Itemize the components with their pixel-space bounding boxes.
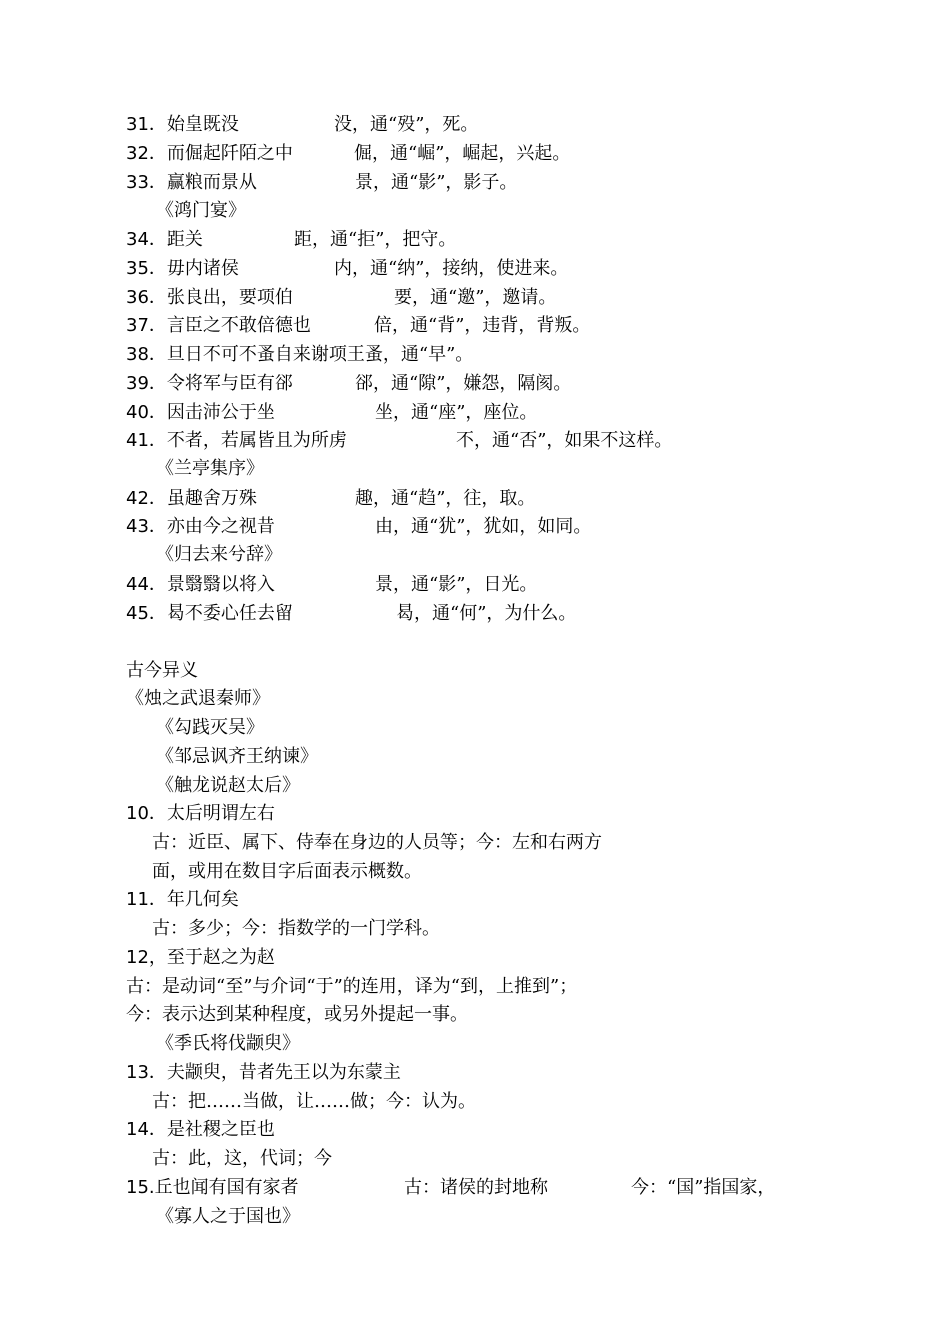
item-phrase: 丘也闻有国有家者 [154, 1177, 299, 1198]
item-gloss: 古：把……当做，让……做；今：认为。 [152, 1091, 476, 1112]
list-item [126, 373, 572, 395]
item-number: 13． [126, 1062, 167, 1083]
item-phrase: 旦日不可不蚤自来谢项王蚤，通“早”。 [166, 344, 474, 365]
item-number: 45． [126, 603, 167, 624]
section-title: 《归去来兮辞》 [156, 544, 282, 565]
list-item [126, 1177, 776, 1199]
list-item [126, 889, 239, 911]
item-phrase: 赢粮而景从 [166, 172, 257, 193]
item-phrase: 曷不委心任去留 [166, 603, 293, 624]
list-item [126, 229, 457, 251]
item-gloss: 面，或用在数目字后面表示概数。 [152, 861, 422, 882]
section-title: 《邹忌讽齐王纳谏》 [156, 746, 318, 767]
item-gloss: 内，通“纳”，接纳，使进来。 [334, 258, 569, 279]
item-phrase: 年几何矣 [166, 889, 239, 910]
item-phrase: 张良出，要项伯 [166, 287, 293, 308]
item-gloss: 倔，通“崛”，崛起，兴起。 [354, 143, 571, 164]
item-number: 36． [126, 287, 167, 308]
item-number: 40． [126, 402, 167, 423]
section-heading: 古今异义 [126, 660, 198, 681]
item-number: 12， [126, 947, 167, 968]
list-item [126, 574, 538, 596]
item-phrase: 令将军与臣有郤 [166, 373, 293, 394]
list-item [126, 603, 577, 625]
item-gloss: 要，通“邀”，邀请。 [394, 287, 557, 308]
list-item [126, 344, 473, 366]
list-item [126, 1119, 275, 1141]
item-gloss: 今：表示达到某种程度，或另外提起一事。 [126, 1004, 468, 1025]
item-gloss-jin: 今：“国”指国家， [631, 1177, 776, 1198]
item-gloss: 曷，通“何”，为什么。 [396, 603, 577, 624]
item-number: 43． [126, 516, 167, 537]
item-gloss: 坐，通“座”，座位。 [375, 402, 538, 423]
list-item [126, 488, 536, 510]
list-item [126, 947, 275, 969]
item-phrase: 言臣之不敢倍德也 [166, 315, 311, 336]
item-gloss: 景，通“影”，影子。 [355, 172, 518, 193]
item-number: 37． [126, 315, 167, 336]
item-number: 33． [126, 172, 167, 193]
item-number: 38． [126, 344, 167, 365]
item-phrase: 是社稷之臣也 [166, 1119, 275, 1140]
item-phrase: 至于赵之为赵 [166, 947, 275, 968]
item-gloss: 郤，通“隙”，嫌怨，隔阂。 [355, 373, 572, 394]
item-number: 41． [126, 430, 167, 451]
item-phrase: 始皇既没 [166, 114, 239, 135]
list-item [126, 430, 673, 452]
section-title: 《鸿门宴》 [156, 200, 246, 221]
item-number: 35． [126, 258, 167, 279]
item-phrase: 亦由今之视昔 [166, 516, 275, 537]
item-gloss: 古：此，这，代词；今 [152, 1148, 332, 1169]
item-phrase: 景翳翳以将入 [166, 574, 275, 595]
item-number: 31． [126, 114, 167, 135]
list-item [126, 287, 557, 309]
list-item [126, 315, 591, 337]
item-phrase: 因击沛公于坐 [166, 402, 275, 423]
item-number: 39． [126, 373, 167, 394]
list-item [126, 114, 479, 136]
item-number: 11． [126, 889, 167, 910]
item-phrase: 距关 [166, 229, 203, 250]
section-title: 《寡人之于国也》 [156, 1206, 300, 1227]
item-number: 42． [126, 488, 167, 509]
section-title: 《触龙说赵太后》 [156, 775, 300, 796]
item-phrase: 太后明谓左右 [166, 803, 275, 824]
item-gloss: 不，通“否”，如果不这样。 [456, 430, 673, 451]
item-phrase: 夫颛臾，昔者先王以为东蒙主 [166, 1062, 401, 1083]
list-item [126, 143, 571, 165]
list-item [126, 516, 592, 538]
list-item [126, 402, 538, 424]
item-number: 10． [126, 803, 167, 824]
item-phrase: 虽趣舍万殊 [166, 488, 257, 509]
item-number: 15. [126, 1177, 155, 1198]
item-gloss-gu: 古：诸侯的封地称 [404, 1177, 548, 1198]
item-gloss: 古：近臣、属下、侍奉在身边的人员等；今：左和右两方 [152, 832, 602, 853]
item-gloss: 古：是动词“至”与介词“于”的连用，译为“到，上推到”； [126, 976, 578, 997]
item-gloss: 古：多少；今：指数学的一门学科。 [152, 918, 440, 939]
list-item [126, 803, 275, 825]
item-number: 34． [126, 229, 167, 250]
item-phrase: 毋内诸侯 [166, 258, 239, 279]
section-title: 《兰亭集序》 [156, 458, 264, 479]
list-item [126, 258, 569, 280]
item-gloss: 倍，通“背”，违背，背叛。 [374, 315, 591, 336]
item-number: 14． [126, 1119, 167, 1140]
item-gloss: 趣，通“趋”，往，取。 [355, 488, 536, 509]
item-phrase: 而倔起阡陌之中 [166, 143, 293, 164]
item-gloss: 由，通“犹”，犹如，如同。 [375, 516, 592, 537]
section-title: 《勾践灭吴》 [156, 717, 264, 738]
item-gloss: 距，通“拒”，把守。 [294, 229, 457, 250]
item-gloss: 没，通“殁”，死。 [334, 114, 479, 135]
section-title: 《季氏将伐颛臾》 [156, 1033, 300, 1054]
item-phrase: 不者，若属皆且为所虏 [166, 430, 347, 451]
list-item [126, 1062, 401, 1084]
section-title: 《烛之武退秦师》 [126, 688, 270, 709]
list-item [126, 172, 518, 194]
item-number: 32． [126, 143, 167, 164]
item-number: 44． [126, 574, 167, 595]
item-gloss: 景，通“影”，日光。 [375, 574, 538, 595]
